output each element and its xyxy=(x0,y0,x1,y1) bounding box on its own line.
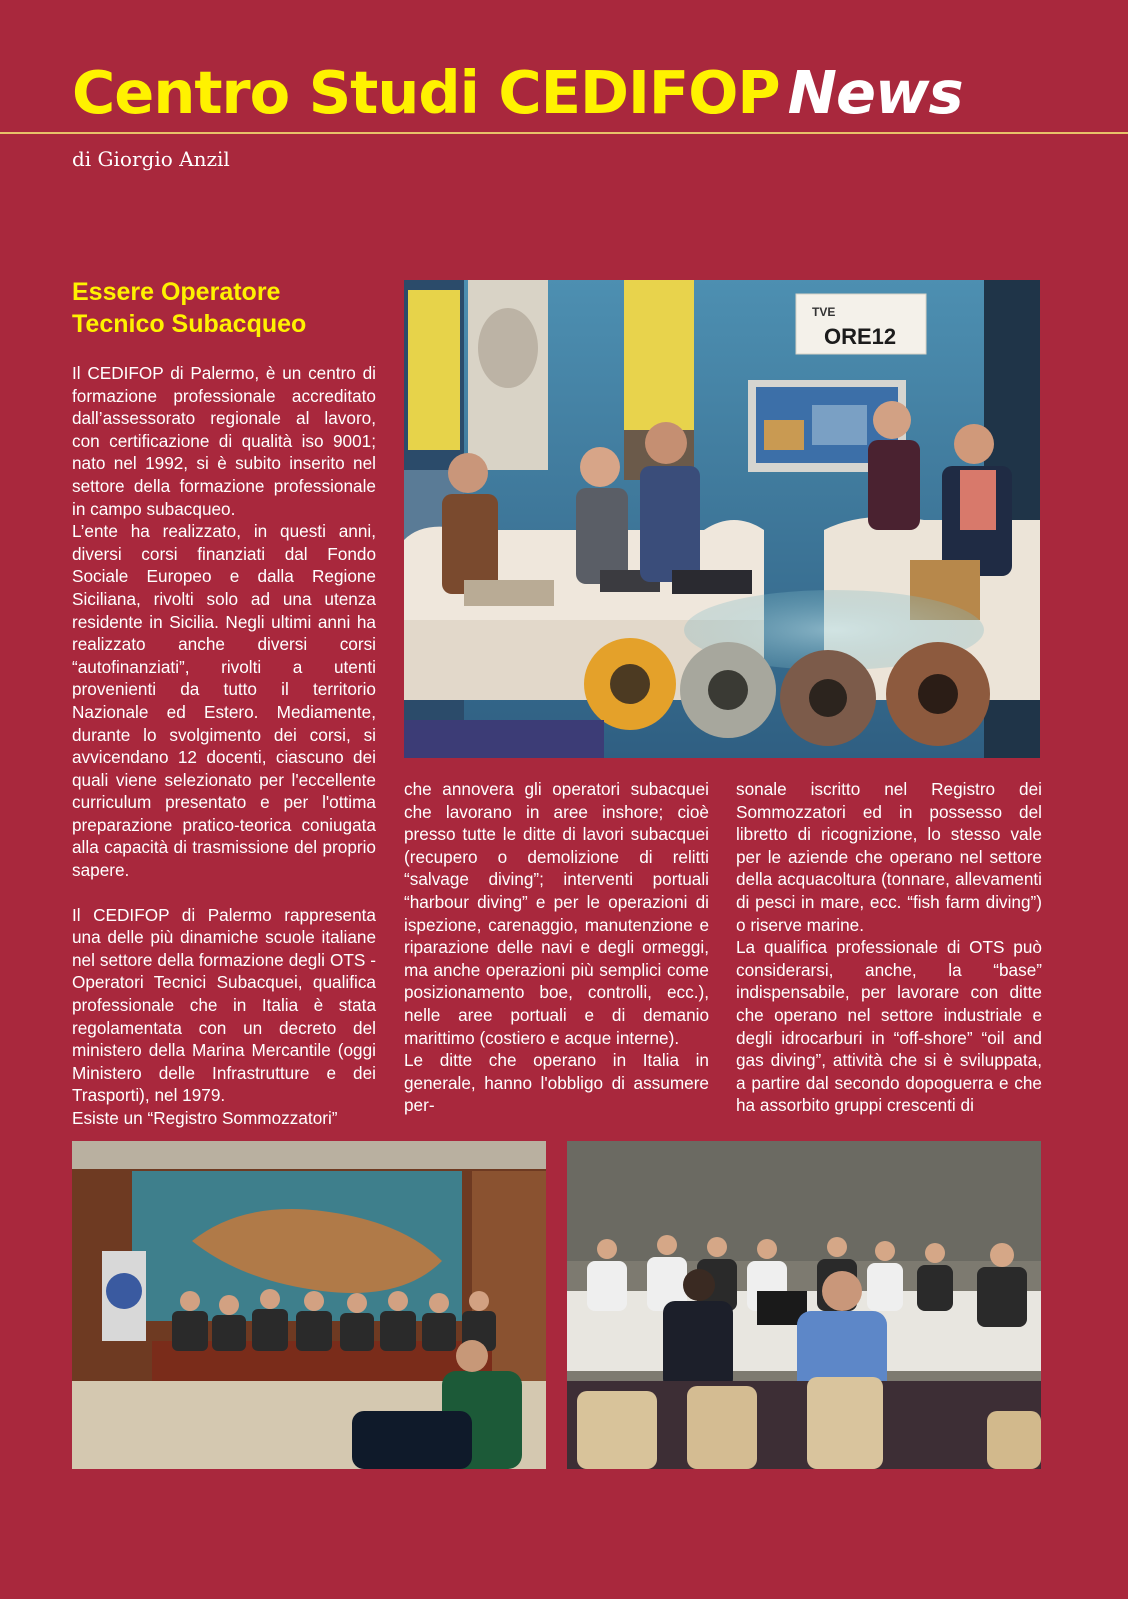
paragraph: L’ente ha realizzato, in questi anni, diversi corsi finanziati dal Fondo Sociale Europeo e dalla Regione Siciliana, rivolti solo ad una utenza residente in Sicilia. Negli ultimi anni ha realizzato anche diversi corsi “autofinanziati”, rivolti a utenti provenienti da tutto il territorio Nazionale ed Estero. Mediamente, durante lo svolgimento dei corsi, si avvicendano 12 docenti, ciascuno dei quali viene selezionato per l'eccellente curriculum presentato e per l'ottima preparazione pratico-teorica coniugata alla capacità di trasmissione del proprio sapere. xyxy=(72,521,376,881)
photo-conference xyxy=(72,1141,546,1469)
photo-classroom xyxy=(567,1141,1041,1469)
paragraph: che annovera gli operatori subacquei che lavorano in aree inshore; cioè presso tutte le ditte di lavori subacquei (recupero o demolizione di relitti “salvage diving”; interventi portuali “harbour diving” e per le operazioni di ispezione, carenaggio, manutenzione e riparazione delle navi e degli ormeggi, ma anche operazioni più semplici come posizionamento boe, controlli, ecc.), nelle aree portuali e di demanio marittimo (costiero e acque interne). xyxy=(404,779,709,1048)
byline: di Giorgio Anzil xyxy=(72,147,230,171)
article-title-line-2: Tecnico Subacqueo xyxy=(72,310,307,338)
tv-studio-illustration xyxy=(404,280,1040,758)
article-title-line-1: Essere Operatore xyxy=(72,278,281,306)
paragraph: Il CEDIFOP di Palermo rappresenta una delle più dinamiche scuole italiane nel settore della formazione degli OTS - Operatori Tecnici Subacquei, qualifica professionale che in Italia è stata regolamentata con un decreto del ministero della Marina Mercantile (oggi Ministero delle Infrastrutture e dei Trasporti), nel 1979. xyxy=(72,904,376,1106)
paragraph: Le ditte che operano in Italia in generale, hanno l'obbligo di assumere per- xyxy=(404,1050,709,1116)
paragraph: Esiste un “Registro Sommozzatori” xyxy=(72,1108,338,1128)
article-column-2 xyxy=(404,778,709,1117)
paragraph: La qualifica professionale di OTS può considerarsi, anche, la “base” indispensabile, per lavorare con ditte che operano nel settore industriale e degli idrocarburi in “off-shore” “oil and gas diving”, attività che si è sviluppata, a partire dal secondo dopoguerra e che ha assorbito gruppi crescenti di xyxy=(736,937,1042,1116)
article-column-3 xyxy=(736,778,1042,1117)
conference-illustration xyxy=(72,1141,546,1469)
article-column-1 xyxy=(72,362,376,1130)
header-rule xyxy=(0,132,1128,134)
photo-tv-studio xyxy=(404,280,1040,758)
article-title xyxy=(72,276,372,340)
paragraph: Il CEDIFOP di Palermo, è un centro di formazione professionale accreditato dall’assessorato regionale al lavoro, con certificazione di qualità iso 9001; nato nel 1992, si è subito inserito nel settore della formazione professionale in campo subacqueo. xyxy=(72,363,376,519)
tv-sign-main: ORE12 xyxy=(824,324,897,349)
paragraph: sonale iscritto nel Registro dei Sommozzatori ed in possesso del libretto di ricognizione, lo stesso vale per le aziende che operano nel settore della acquacoltura (tonnare, allevamenti di pesci in mare, ecc. “fish farm diving”) o riserve marine. xyxy=(736,779,1042,935)
classroom-illustration xyxy=(567,1141,1041,1469)
masthead-title: Centro Studi CEDIFOP xyxy=(72,58,780,127)
masthead-title-accent: News xyxy=(787,58,963,127)
masthead xyxy=(72,58,1072,138)
tv-sign-top: TVE xyxy=(812,305,836,319)
